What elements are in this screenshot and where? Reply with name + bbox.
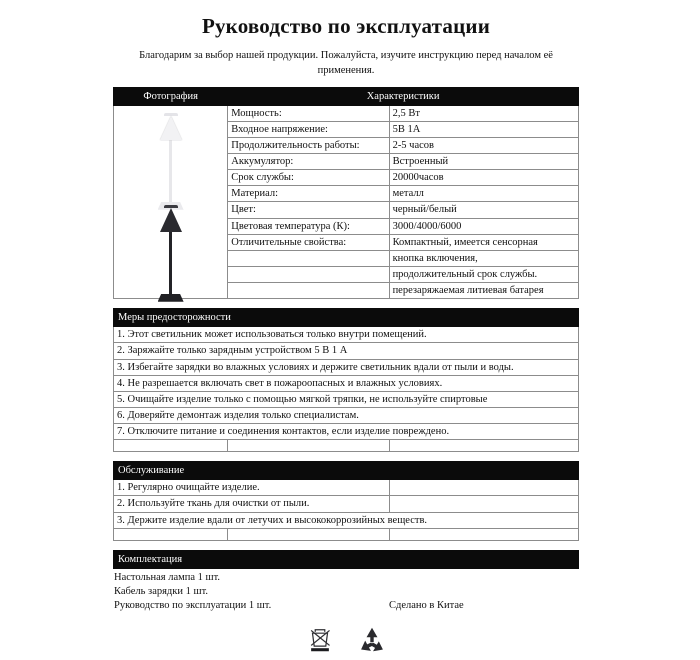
list-item bbox=[114, 585, 578, 599]
kit-item-text: Руководство по эксплуатации 1 шт. bbox=[114, 600, 272, 612]
spec-value: 5В 1А bbox=[389, 121, 578, 137]
maintenance-empty-cell bbox=[389, 496, 578, 512]
spacer-row bbox=[114, 440, 579, 452]
spec-value: Компактный, имеется сенсорная bbox=[389, 234, 578, 250]
origin-text: Сделано в Китае bbox=[389, 600, 464, 612]
maintenance-empty-cell bbox=[389, 480, 578, 496]
maintenance-text: 1. Регулярно очищайте изделие. bbox=[114, 480, 390, 496]
lamp-photo-group bbox=[117, 107, 224, 282]
kit-header-row bbox=[114, 550, 579, 568]
white-lamp-icon bbox=[141, 113, 201, 210]
maintenance-header: Обслуживание bbox=[114, 462, 228, 480]
spacer-cell-c bbox=[389, 440, 578, 452]
maintenance-text: 3. Держите изделие вдали от летучих и высококоррозийных веществ. bbox=[114, 512, 579, 528]
recycling-mobius-loop-icon bbox=[357, 625, 387, 655]
precautions-header-row bbox=[114, 309, 579, 327]
maintenance-table bbox=[113, 461, 579, 541]
list-item bbox=[114, 512, 579, 528]
spec-value: черный/белый bbox=[389, 202, 578, 218]
precaution-text: 6. Доверяйте демонтаж изделия только специалистам. bbox=[114, 407, 579, 423]
spec-value: перезаряжаемая литиевая батарея bbox=[389, 283, 578, 299]
table-row bbox=[114, 105, 579, 121]
list-item bbox=[114, 343, 579, 359]
spec-value: Встроенный bbox=[389, 154, 578, 170]
list-item bbox=[114, 599, 578, 613]
compliance-symbols bbox=[113, 625, 579, 655]
spec-label bbox=[228, 250, 389, 266]
spec-label: Мощность: bbox=[228, 105, 389, 121]
spec-label: Аккумулятор: bbox=[228, 154, 389, 170]
spec-value: 2,5 Вт bbox=[389, 105, 578, 121]
spec-value: металл bbox=[389, 186, 578, 202]
spec-label: Входное напряжение: bbox=[228, 121, 389, 137]
manual-page bbox=[113, 8, 579, 655]
spacer-cell-b bbox=[228, 528, 389, 540]
page-title: Руководство по эксплуатации bbox=[201, 14, 491, 38]
precautions-table bbox=[113, 308, 579, 452]
spacer-cell-b bbox=[228, 440, 389, 452]
spec-label: Цвет: bbox=[228, 202, 389, 218]
kit-item-right-blank bbox=[389, 585, 578, 599]
spec-label: Срок службы: bbox=[228, 170, 389, 186]
spec-value: продолжительный срок службы. bbox=[389, 266, 578, 282]
spec-value: 3000/4000/6000 bbox=[389, 218, 578, 234]
list-item bbox=[114, 375, 579, 391]
kit-header-spacer-b bbox=[228, 550, 389, 568]
spec-label: Отличительные свойства: bbox=[228, 234, 389, 250]
spacer-row bbox=[114, 528, 579, 540]
spacer-cell-a bbox=[114, 440, 228, 452]
maintenance-text: 2. Используйте ткань для очистки от пыли. bbox=[114, 496, 390, 512]
specs-header-photo: Фотография bbox=[114, 87, 228, 105]
product-photo-cell bbox=[114, 105, 228, 299]
specs-header-row bbox=[114, 87, 579, 105]
weee-crossed-out-bin-icon bbox=[305, 625, 335, 655]
spec-label bbox=[228, 283, 389, 299]
intro-paragraph: Благодарим за выбор нашей продукции. Пожалуйста, изучите инструкцию перед началом её применения. bbox=[139, 50, 553, 77]
list-item bbox=[114, 424, 579, 440]
spacer-cell-c bbox=[389, 528, 578, 540]
maintenance-header-spacer-b bbox=[228, 462, 389, 480]
maintenance-header-row bbox=[114, 462, 579, 480]
kit-item-text: Настольная лампа 1 шт. bbox=[114, 571, 221, 583]
precaution-text: 1. Этот светильник может использоваться только внутри помещений. bbox=[114, 327, 579, 343]
list-item bbox=[114, 391, 579, 407]
spec-value: 2-5 часов bbox=[389, 137, 578, 153]
kit-table bbox=[113, 550, 579, 569]
black-lamp-icon bbox=[141, 205, 201, 302]
list-item bbox=[114, 496, 579, 512]
kit-header-spacer-c bbox=[389, 550, 578, 568]
list-item bbox=[114, 480, 579, 496]
spec-value: 20000часов bbox=[389, 170, 578, 186]
spacer-cell-a bbox=[114, 528, 228, 540]
specs-header-characteristics: Характеристики bbox=[228, 87, 579, 105]
maintenance-header-spacer-c bbox=[389, 462, 578, 480]
spec-label bbox=[228, 266, 389, 282]
precaution-text: 3. Избегайте зарядки во влажных условиях и держите светильник вдали от пыли и воды. bbox=[114, 359, 579, 375]
precautions-header: Меры предосторожности bbox=[114, 309, 579, 327]
kit-contents bbox=[113, 569, 579, 614]
list-item bbox=[114, 327, 579, 343]
kit-item-text: Кабель зарядки 1 шт. bbox=[114, 586, 209, 597]
list-item bbox=[114, 407, 579, 423]
list-item bbox=[114, 359, 579, 375]
specifications-table bbox=[113, 87, 579, 300]
precaution-text: 2. Заряжайте только зарядным устройством 5 В 1 А bbox=[114, 343, 579, 359]
precaution-text: 5. Очищайте изделие только с помощью мягкой тряпки, не используйте спиртовые bbox=[114, 391, 579, 407]
spec-label: Цветовая температура (К): bbox=[228, 218, 389, 234]
spec-label: Материал: bbox=[228, 186, 389, 202]
precaution-text: 4. Не разрешается включать свет в пожароопасных и влажных условиях. bbox=[114, 375, 579, 391]
kit-header: Комплектация bbox=[114, 550, 228, 568]
spec-label: Продолжительность работы: bbox=[228, 137, 389, 153]
precaution-text: 7. Отключите питание и соединения контактов, если изделие повреждено. bbox=[114, 424, 579, 440]
spec-value: кнопка включения, bbox=[389, 250, 578, 266]
